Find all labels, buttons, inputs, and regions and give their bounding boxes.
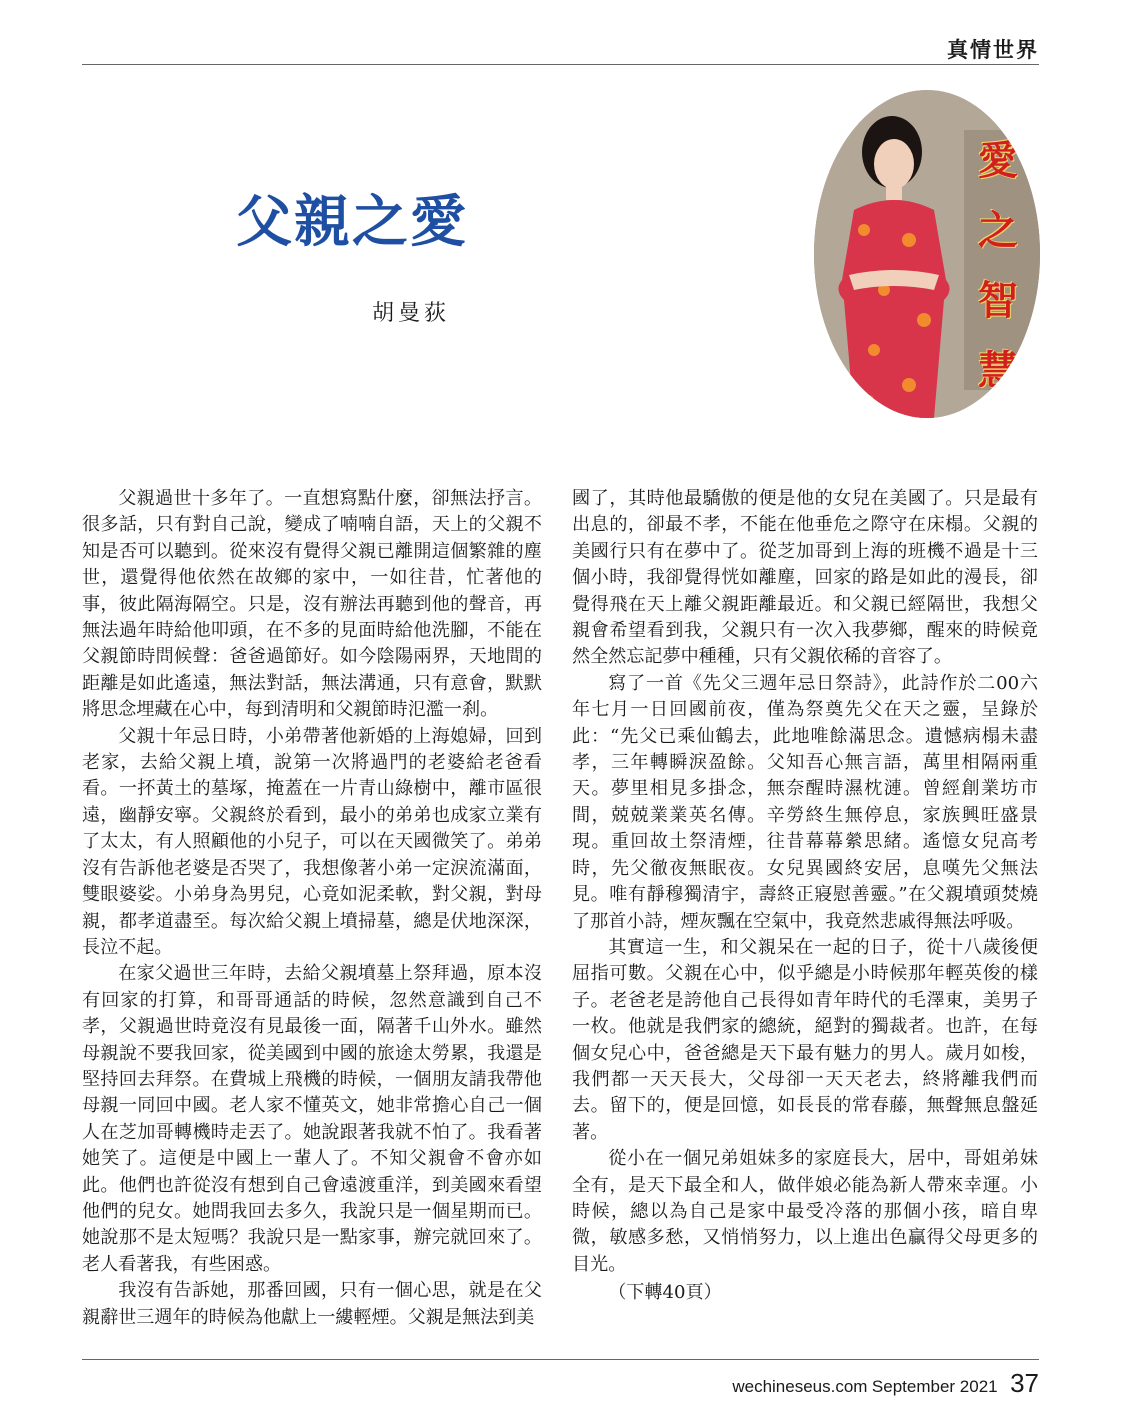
article-column-right	[572, 486, 1057, 1307]
calligraphy-seal	[964, 126, 1032, 406]
article-paragraph: 從小在一個兄弟姐妹多的家庭長大，居中，哥姐弟妹全有，是天下最全和人，做伴娘必能為新人帶來幸運。小時候，總以為自己是家中最受冷落的那個小孩，暗自卑微，敏感多愁，又悄悄努力，以上進出色贏得父母更多的目光。	[572, 1148, 1038, 1275]
article-paragraph: 父親過世十多年了。一直想寫點什麼，卻無法抒言。很多話，只有對自己說，變成了喃喃自語，天上的父親不知是否可以聽到。從來沒有覺得父親已離開這個繁雜的塵世，還覺得他依然在故鄉的家中，一如往昔，忙著他的事，彼此隔海隔空。只是，沒有辦法再聽到他的聲音，再無法過年時給他叩頭，在不多的見面時給他洗腳，不能在父親節時問候聲：爸爸過節好。如今陰陽兩界，天地間的距離是如此遙遠，無法對話，無法溝通，只有意會，默默將思念埋藏在心中，每到清明和父親節時氾濫一刹。	[82, 488, 542, 721]
footer-issue: September 2021	[871, 1377, 998, 1396]
article-paragraph: 父親十年忌日時，小弟帶著他新婚的上海媳婦，回到老家，去給父親上墳，說第一次將過門的老婆給老爸看看。一抔黃土的墓塚，掩蓋在一片青山綠樹中，離市區很遠，幽靜安寧。父親終於看到，最小的弟弟也成家立業有了太太，有人照顧他的小兒子，可以在天國微笑了。弟弟沒有告訴他老婆是否哭了，我想像著小弟一定淚流滿面，雙眼婆娑。小弟身為男兒，心竟如泥柔軟，對父親，對母親，都孝道盡至。每次給父親上墳掃墓，總是伏地深深，長泣不起。	[82, 725, 542, 958]
footer-site: wechineseus.com	[732, 1377, 868, 1396]
article-paragraph: 其實這一生，和父親呆在一起的日子，從十八歲後便屈指可數。父親在心中，似乎總是小時候那年輕英俊的樣子。老爸老是誇他自己長得如青年時代的毛澤東，美男子一枚。他就是我們家的總統，絕對的獨裁者。也許，在每個女兒心中，爸爸總是天下最有魅力的男人。歲月如梭，我們都一天天長大，父母卻一天天老去，終將離我們而去。留下的，便是回憶，如長長的常春藤，無聲無息盤延著。	[572, 936, 1038, 1143]
bottom-divider	[82, 1359, 1039, 1360]
page-number: 37	[1010, 1368, 1039, 1398]
page-footer	[732, 1368, 1039, 1399]
seal-char: 之	[978, 207, 1018, 254]
article-paragraph: 我沒有告訴她，那番回國，只有一個心思，就是在父親辭世三週年的時候為他獻上一縷輕煙。父親是無法到美	[82, 1280, 542, 1328]
article-title: 父親之愛	[236, 190, 468, 255]
section-label: 真情世界	[947, 37, 1039, 62]
article-paragraph-continued: 國了，其時他最驕傲的便是他的女兒在美國了。只是最有出息的，卻最不孝，不能在他垂危之際守在床榻。父親的美國行只有在夢中了。從芝加哥到上海的班機不過是十三個小時，我卻覺得恍如離塵，回家的路是如此的漫長，卻覺得飛在天上離父親距離最近。和父親已經隔世，我想父親會希望看到我，父親只有一次入我夢鄉，醒來的時候竟然全然忘記夢中種種，只有父親依稀的音容了。	[572, 488, 1038, 668]
article-paragraph: 在家父過世三年時，去給父親墳墓上祭拜過，原本沒有回家的打算，和哥哥通話的時候，忽然意識到自己不孝，父親過世時竟沒有見最後一面，隔著千山外水。雖然母親說不要我回家，從美國到中國的旅途太勞累，我還是堅持回去拜祭。在費城上飛機的時候，一個朋友請我帶他母親一同回中國。老人家不懂英文，她非常擔心自己一個人在芝加哥轉機時走丟了。她說跟著我就不怕了。我看著她笑了。這便是中國上一輩人了。不知父親會不會亦如此。他們也許從沒有想到自己會遠渡重洋，到美國來看望他們的兒女。她問我回去多久，我說只是一個星期而已。她說那不是太短嗎？我說只是一點家事，辦完就回來了。老人看著我，有些困惑。	[82, 963, 542, 1275]
author-portrait	[814, 90, 1040, 418]
article-column-left	[82, 486, 542, 1331]
continued-note: （下轉40頁）	[608, 1282, 722, 1304]
seal-char: 智	[978, 277, 1018, 324]
seal-char: 愛	[978, 137, 1018, 184]
top-divider	[82, 64, 1039, 65]
article-paragraph: 寫了一首《先父三週年忌日祭詩》，此詩作於二00六 年七月一日回國前夜，僅為祭奠先父在天之靈，呈錄於此：“先父已乘仙鶴去，此地唯餘滿思念。遺憾病榻未盡孝，三年轉瞬淚盈餘。父知吾心無言語，萬里相隔兩重天。夢里相見多掛念，無奈醒時濕枕漣。曾經創業坊市間，兢兢業業英名傳。辛勞終生無停息，家族興旺盛景現。重回故土祭清煙，往昔幕幕縈思緒。遙憶女兒高考時，先父徹夜無眠夜。女兒異國終安居，息嘆先父無法見。唯有靜穆獨清宇，壽終正寢慰善靈。”在父親墳頭焚燒了那首小詩，煙灰飄在空氣中，我竟然悲戚得無法呼吸。	[572, 672, 1057, 932]
seal-char: 慧	[978, 347, 1018, 394]
article-author: 胡曼荻	[372, 301, 451, 326]
